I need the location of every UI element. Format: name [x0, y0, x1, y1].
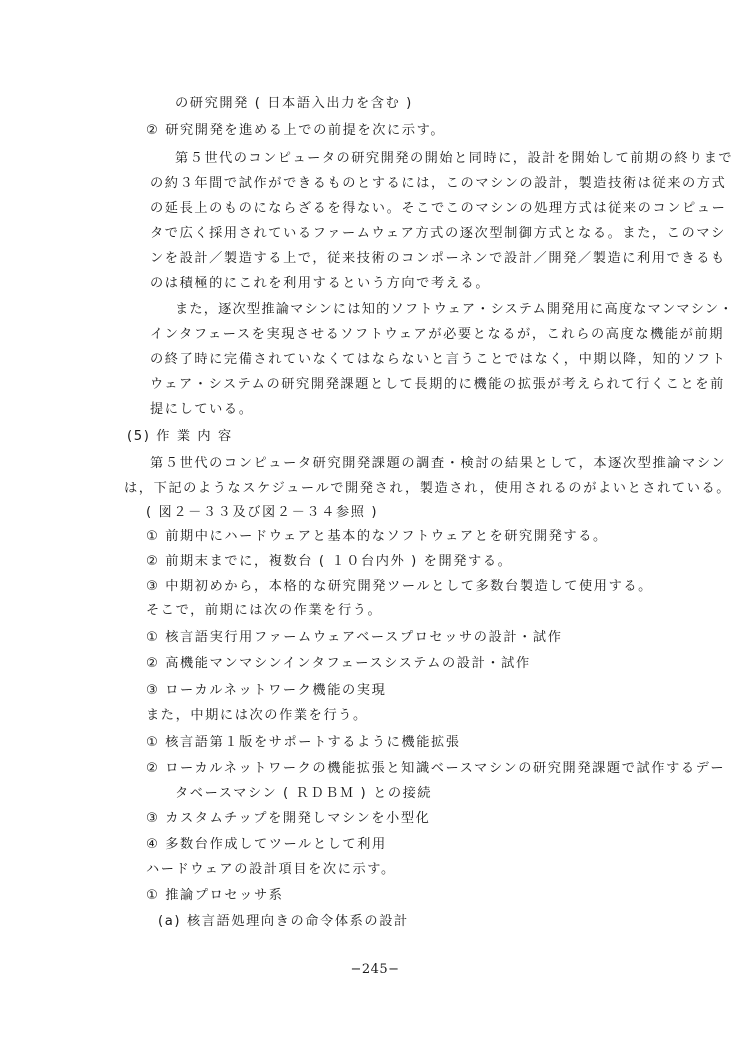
text-line: そこで，前期には次の作業を行う。: [146, 603, 383, 618]
list-item: ① 核言語第１版をサポートするように機能拡張: [146, 735, 461, 750]
text-line: 提にしている。: [150, 402, 254, 417]
text-line: ( 図２－３３及び図２－３４参照 ): [146, 505, 379, 520]
text-line: また，逐次型推論マシンには知的ソフトウェア・システム開発用に高度なマンマシン・: [175, 302, 734, 317]
text-line: ウェア・システムの研究開発課題として長期的に機能の拡張が考えられて行くことを前: [150, 377, 725, 392]
text-line: タベースマシン ( ＲＤＢＭ ) との接続: [175, 786, 433, 801]
text-line: ハードウェアの設計項目を次に示す。: [146, 862, 396, 877]
page-number: −245−: [350, 962, 400, 977]
list-item: (a) 核言語処理向きの命令体系の設計: [158, 914, 409, 929]
text-line: の延長上のものにならざるを得ない。そこでこのマシンの処理方式は従来のコンピュー: [150, 201, 727, 216]
text-line: の研究開発 ( 日本語入出力を含む ): [175, 96, 413, 111]
text-line: 第５世代のコンピュータの研究開発の開始と同時に，設計を開始して前期の終りまで: [175, 151, 734, 166]
text-line: ② 研究開発を進める上での前提を次に示す。: [146, 123, 446, 138]
list-item: ② 高機能マンマシンインタフェースシステムの設計・試作: [146, 656, 531, 671]
list-item: ④ 多数台作成してツールとして利用: [146, 837, 387, 852]
list-item: ① 核言語実行用ファームウェアベースプロセッサの設計・試作: [146, 630, 563, 645]
text-line: の約３年間で試作ができるものとするには，このマシンの設計，製造技術は従来の方式: [150, 176, 727, 191]
text-line: のは積極的にこれを利用するという方向で考える。: [150, 276, 491, 291]
list-item: ① 前期中にハードウェアと基本的なソフトウェアとを研究開発する。: [146, 529, 608, 544]
text-line: また，中期には次の作業を行う。: [146, 708, 368, 723]
section-heading: (5) 作 業 内 容: [127, 429, 233, 444]
text-line: の終了時に完備されていなくてはならないと言うことではなく，中期以降，知的ソフト: [150, 352, 727, 367]
list-item: ① 推論プロセッサ系: [146, 888, 284, 903]
list-item: ③ 中期初めから，本格的な研究開発ツールとして多数台製造して使用する。: [146, 579, 653, 594]
text-line: インタフェースを実現させるソフトウェアが必要となるが，これらの高度な機能が前期: [150, 327, 725, 342]
text-line: は，下記のようなスケジュールで開発され，製造され，使用されるのがよいとされている。: [124, 481, 732, 496]
text-line: タで広く採用されているファームウェア方式の逐次型制御方式となる。また，このマシ: [150, 226, 726, 241]
text-line: ンを設計／製造する上で，従来技術のコンポーネンで設計／開発／製造に利用できるも: [150, 251, 726, 266]
list-item: ③ カスタムチップを開発しマシンを小型化: [146, 811, 431, 826]
list-item: ③ ローカルネットワーク機能の実現: [146, 683, 387, 698]
text-line: 第５世代のコンピュータ研究開発課題の調査・検討の結果として，本逐次型推論マシン: [150, 456, 727, 471]
list-item: ② 前期末までに，複数台 ( １０台内外 ) を開発する。: [146, 554, 513, 569]
list-item: ② ローカルネットワークの機能拡張と知識ベースマシンの研究開発課題で試作するデー: [146, 761, 726, 776]
